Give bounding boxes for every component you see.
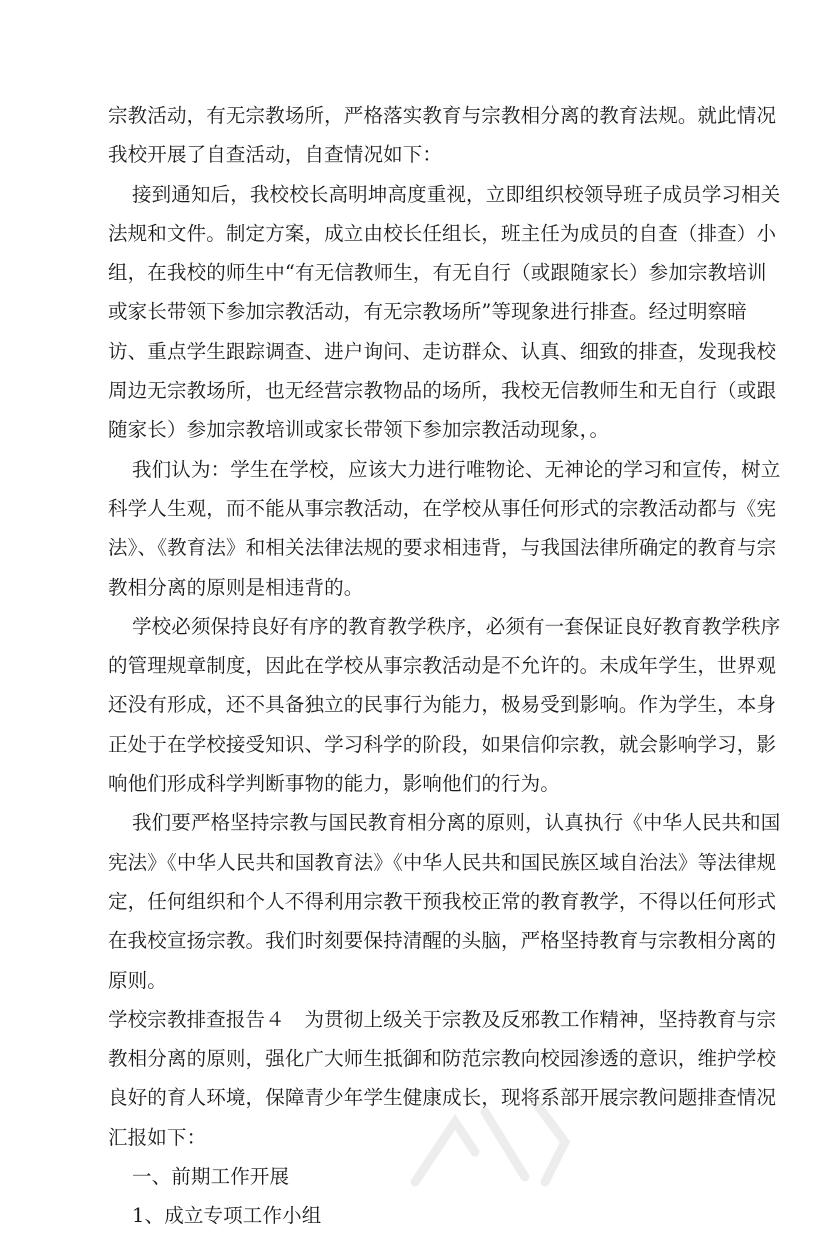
text-line: 教相分离的原则，强化广大师生抵御和防范宗教向校园渗透的意识，维护学校 <box>108 1047 777 1071</box>
text-line: 法》、《教育法》和相关法律法规的要求相违背，与我国法律所确定的教育与宗 <box>108 536 777 560</box>
text-line: 接到通知后，我校校长高明坤高度重视，立即组织校领导班子成员学习相关 <box>132 182 781 206</box>
text-line: 还没有形成，还不具备独立的民事行为能力，极易受到影响。作为学生，本身 <box>108 693 777 717</box>
text-line: 响他们形成科学判断事物的能力，影响他们的行为。 <box>108 772 560 796</box>
section-heading: 一、前期工作开展 <box>132 1165 290 1189</box>
text-line: 宗教活动，有无宗教场所，严格落实教育与宗教相分离的教育法规。就此情况 <box>108 104 777 127</box>
text-line: 汇报如下： <box>108 1125 207 1149</box>
text-line: 定，任何组织和个人不得利用宗教干预我校正常的教育教学，不得以任何形式 <box>108 889 777 913</box>
text-line: 在我校宣扬宗教。我们时刻要保持清醒的头脑，严格坚持教育与宗教相分离的 <box>108 929 777 953</box>
subsection-heading: 1、成立专项工作小组 <box>132 1204 322 1228</box>
text-line: 访、重点学生跟踪调查、进户询问、走访群众、认真、细致的排查，发现我校 <box>108 339 777 363</box>
text-line: 原则。 <box>108 968 167 992</box>
text-line: 法规和文件。制定方案，成立由校长任组长，班主任为成员的自查（排查）小 <box>108 221 777 245</box>
text-line: 良好的育人环境，保障青少年学生健康成长，现将系部开展宗教问题排查情况 <box>108 1086 777 1110</box>
text-line: 学校必须保持良好有序的教育教学秩序，必须有一套保证良好教育教学秩序 <box>132 614 781 638</box>
text-line: 我校开展了自查活动，自查情况如下： <box>108 143 443 167</box>
text-line: 我们认为：学生在学校，应该大力进行唯物论、无神论的学习和宣传，树立 <box>132 457 781 481</box>
text-line: 周边无宗教场所，也无经营宗教物品的场所，我校无信教师生和无自行（或跟 <box>108 379 777 403</box>
text-line: 的管理规章制度，因此在学校从事宗教活动是不允许的。未成年学生，世界观 <box>108 654 777 678</box>
text-line: 科学人生观，而不能从事宗教活动，在学校从事任何形式的宗教活动都与《宪 <box>108 496 777 520</box>
text-line: 我们要严格坚持宗教与国民教育相分离的原则，认真执行《中华人民共和国 <box>132 811 781 835</box>
text-line: 组，在我校的师生中“有无信教师生，有无自行（或跟随家长）参加宗教培训 <box>108 261 767 285</box>
text-line: 或家长带领下参加宗教活动，有无宗教场所”等现象进行排查。经过明察暗 <box>108 300 747 324</box>
text-line: 宪法》《中华人民共和国教育法》《中华人民共和国民族区域自治法》等法律规 <box>108 850 777 874</box>
text-line: 随家长）参加宗教培训或家长带领下参加宗教活动现象，。 <box>108 418 610 442</box>
text-line: 教相分离的原则是相违背的。 <box>108 575 364 599</box>
document-body <box>108 96 781 1236</box>
text-line: 学校宗教排查报告４ 为贯彻上级关于宗教及反邪教工作精神，坚持教育与宗 <box>108 1007 777 1031</box>
text-line: 正处于在学校接受知识、学习科学的阶段，如果信仰宗教，就会影响学习，影 <box>108 732 777 756</box>
